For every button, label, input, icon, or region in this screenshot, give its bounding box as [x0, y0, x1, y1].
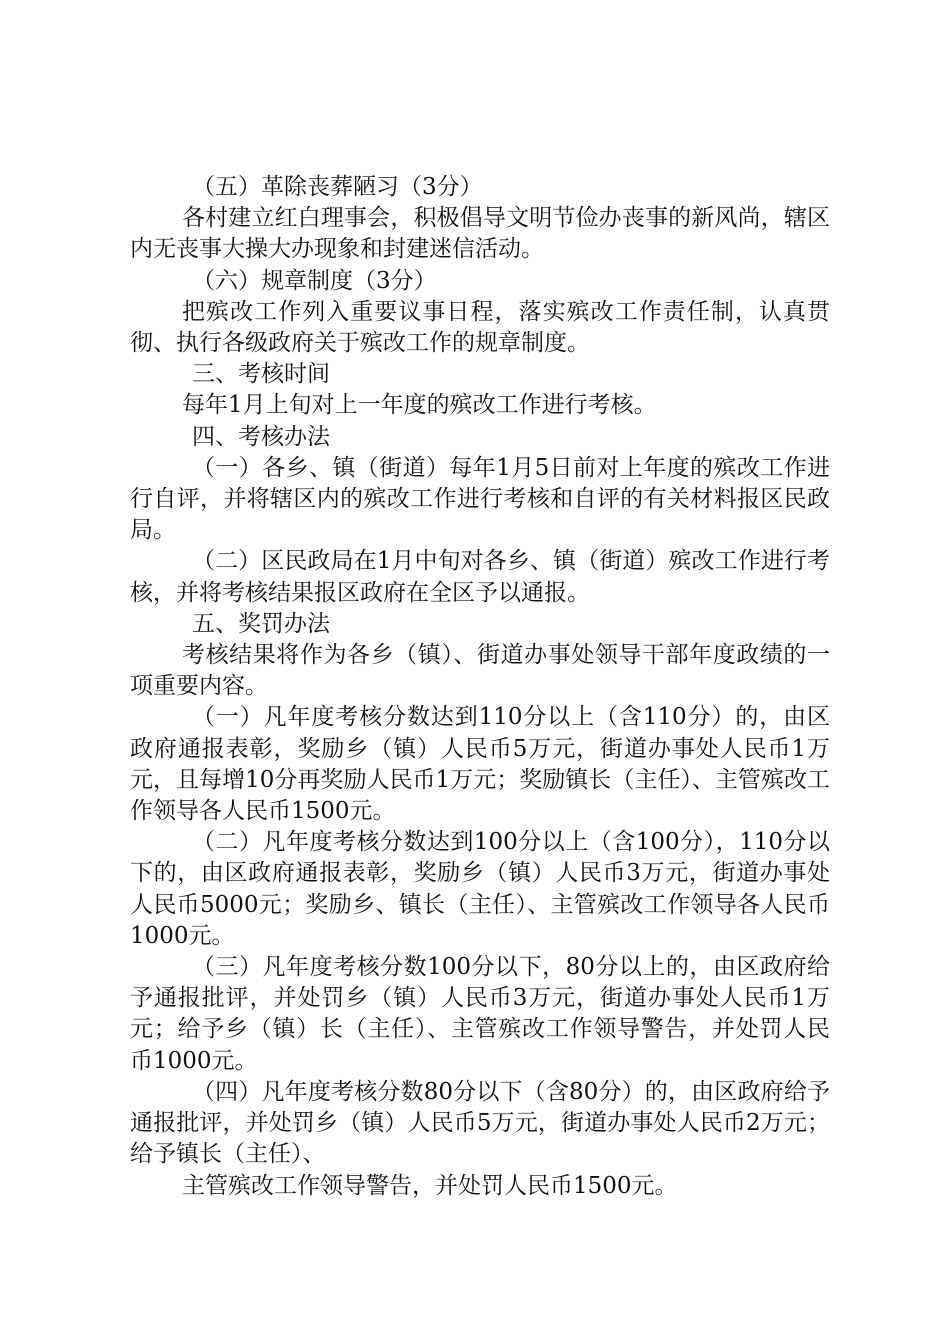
- paragraph-penalty-3: （三）凡年度考核分数100分以下，80分以上的，由区政府给予通报批评，并处罚乡（镇）人民币3万元，街道办事处人民币1万元；给予乡（镇）长（主任）、主管殡改工作领导警告，并处罚人民币1000元。: [130, 954, 830, 1074]
- paragraph-penalty-4: （四）凡年度考核分数80分以下（含80分）的，由区政府给予通报批评，并处罚乡（镇）人民币5万元，街道办事处人民币2万元；给予镇长（主任）、: [130, 1078, 830, 1168]
- paragraph-method-2: （二）区民政局在1月中旬对各乡、镇（街道）殡改工作进行考核，并将考核结果报区政府在全区予以通报。: [130, 548, 830, 606]
- paragraph-regulations: 把殡改工作列入重要议事日程，落实殡改工作责任制，认真贯彻、执行各级政府关于殡改工作的规章制度。: [130, 298, 830, 357]
- paragraph-rewards-intro: 考核结果将作为各乡（镇）、街道办事处领导干部年度政绩的一项重要内容。: [130, 642, 830, 700]
- heading-assessment-method: 四、考核办法: [192, 423, 330, 450]
- heading-assessment-time: 三、考核时间: [192, 361, 330, 388]
- heading-rewards-penalties: 五、奖罚办法: [192, 610, 330, 637]
- paragraph-funeral-custom: 各村建立红白理事会，积极倡导文明节俭办丧事的新风尚，辖区内无丧事大操大办现象和封建迷信活动。: [130, 205, 830, 263]
- paragraph-method-1: （一）各乡、镇（街道）每年1月5日前对上年度的殡改工作进行自评，并将辖区内的殡改工作进行考核和自评的有关材料报区民政局。: [130, 454, 830, 544]
- document-page: [130, 172, 830, 1202]
- paragraph-penalty-4-cont: 主管殡改工作领导警告，并处罚人民币1500元。: [182, 1172, 678, 1199]
- section-heading-5: （五）革除丧葬陋习（3分）: [192, 174, 483, 200]
- paragraph-assessment-time: 每年1月上旬对上一年度的殡改工作进行考核。: [182, 392, 657, 419]
- section-heading-6: （六）规章制度（3分）: [192, 267, 437, 294]
- paragraph-reward-1: （一）凡年度考核分数达到110分以上（含110分）的，由区政府通报表彰，奖励乡（镇）人民币5万元，街道办事处人民币1万元，且每增10分再奖励人民币1万元；奖励镇长（主任）、主管殡改工作领导各人民币1500元。: [130, 704, 830, 825]
- paragraph-reward-2: （二）凡年度考核分数达到100分以上（含100分），110分以下的，由区政府通报表彰，奖励乡（镇）人民币3万元，街道办事处人民币5000元；奖励乡、镇长（主任）、主管殡改工作领导各人民币1000元。: [130, 829, 830, 949]
